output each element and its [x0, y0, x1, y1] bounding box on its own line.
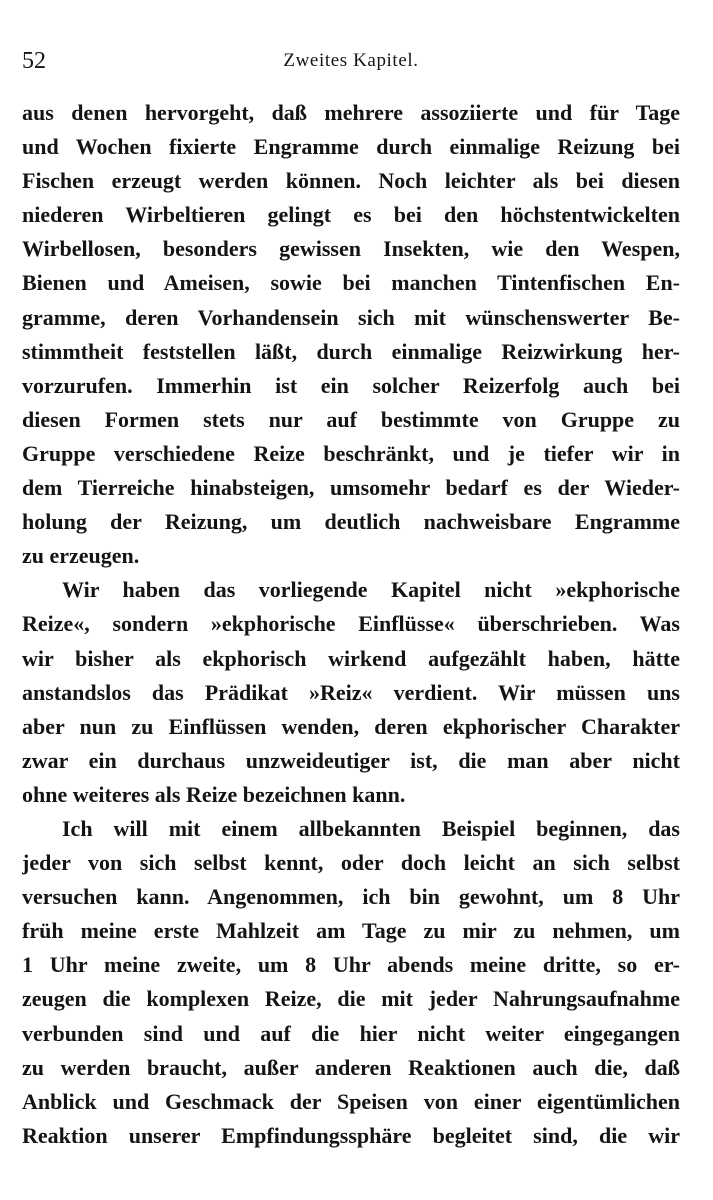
text-line: diesen Formen stets nur auf bestimmte von Gruppe zu — [22, 406, 680, 432]
body-text — [22, 96, 680, 1153]
text-line: Ich will mit einem allbekannten Beispiel beginnen, das — [62, 815, 680, 841]
text-line: zu werden braucht, außer anderen Reaktionen auch die, daß — [22, 1054, 680, 1080]
text-line: Fischen erzeugt werden können. Noch leichter als bei diesen — [22, 168, 680, 194]
running-head: Zweites Kapitel. — [283, 50, 419, 71]
text-line: holung der Reizung, um deutlich nachweisbare Engramme — [22, 509, 680, 535]
text-line: gramme, deren Vorhandensein sich mit wünschenswerter Be- — [22, 304, 680, 330]
text-line: stimmtheit feststellen läßt, durch einmalige Reizwirkung her- — [22, 338, 680, 364]
text-line: jeder von sich selbst kennt, oder doch leicht an sich selbst — [22, 850, 680, 876]
text-line: und Wochen fixierte Engramme durch einmalige Reizung bei — [22, 134, 680, 160]
text-line: wir bisher als ekphorisch wirkend aufgezählt haben, hätte — [22, 645, 680, 671]
text-line: niederen Wirbeltieren gelingt es bei den höchstentwickelten — [22, 202, 680, 228]
text-line: versuchen kann. Angenommen, ich bin gewohnt, um 8 Uhr — [22, 884, 680, 910]
text-line: früh meine erste Mahlzeit am Tage zu mir zu nehmen, um — [22, 918, 680, 944]
page-header — [22, 44, 680, 78]
text-line: Reaktion unserer Empfindungssphäre begleitet sind, die wir — [22, 1122, 680, 1148]
text-line: zwar ein durchaus unzweideutiger ist, die man aber nicht — [22, 747, 680, 773]
text-line: Wir haben das vorliegende Kapitel nicht »ekphorische — [62, 577, 680, 603]
text-line: ohne weiteres als Reize bezeichnen kann. — [22, 781, 406, 807]
text-line: 1 Uhr meine zweite, um 8 Uhr abends meine dritte, so er- — [22, 952, 680, 978]
text-line: aus denen hervorgeht, daß mehrere assoziierte und für Tage — [22, 100, 680, 125]
text-line: Gruppe verschiedene Reize beschränkt, und je tiefer wir in — [22, 440, 680, 466]
page-number: 52 — [22, 48, 46, 74]
text-line: Reize«, sondern »ekphorische Einflüsse« überschrieben. Was — [22, 611, 680, 637]
text-line: Wirbellosen, besonders gewissen Insekten, wie den Wespen, — [22, 236, 680, 262]
text-line: dem Tierreiche hinabsteigen, umsomehr bedarf es der Wieder- — [22, 475, 680, 501]
text-line: zu erzeugen. — [22, 543, 140, 569]
text-line: Bienen und Ameisen, sowie bei manchen Tintenfischen En- — [22, 270, 680, 296]
text-line: vorzurufen. Immerhin ist ein solcher Reizerfolg auch bei — [22, 372, 680, 398]
text-line: zeugen die komplexen Reize, die mit jeder Nahrungsaufnahme — [22, 986, 680, 1012]
text-line: anstandslos das Prädikat »Reiz« verdient. Wir müssen uns — [22, 679, 680, 705]
text-line: verbunden sind und auf die hier nicht weiter eingegangen — [22, 1020, 680, 1046]
text-line: aber nun zu Einflüssen wenden, deren ekphorischer Charakter — [22, 713, 680, 739]
text-line: Anblick und Geschmack der Speisen von einer eigentümlichen — [22, 1088, 680, 1114]
